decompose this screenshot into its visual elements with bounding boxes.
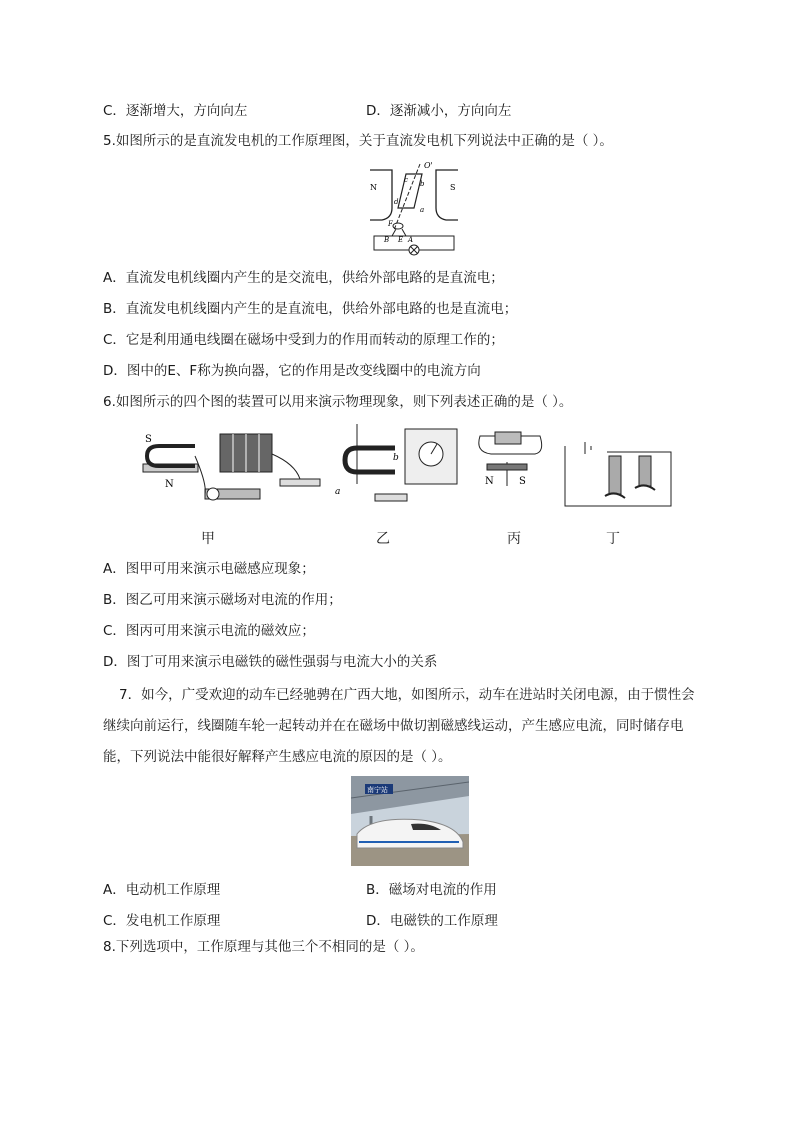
q6-option-b: B．图乙可用来演示磁场对电流的作用； (103, 592, 342, 608)
q5-option-a: A．直流发电机线圈内产生的是交流电，供给外部电路的是直流电； (103, 270, 504, 286)
q6-option-c: C．图丙可用来演示电流的磁效应； (103, 623, 315, 639)
figure-yi (335, 424, 457, 501)
label-n: N (370, 183, 377, 192)
caption-jia: 甲 (201, 531, 215, 547)
four-apparatus-figure (135, 424, 675, 516)
q8-stem: 8.下列选项中，工作原理与其他三个不相同的是（ ）。 (103, 939, 424, 955)
label-b: b (420, 180, 425, 188)
q6-option-a: A．图甲可用来演示电磁感应现象； (103, 561, 315, 577)
label-d: d (394, 198, 399, 206)
figure-ding (565, 442, 671, 506)
q7-option-b: B．磁场对电流的作用 (366, 882, 497, 898)
caption-ding: 丁 (606, 531, 620, 547)
label-a-brush: A (408, 236, 414, 244)
q5-stem: 5.如图所示的是直流发电机的工作原理图，关于直流发电机下列说法中正确的是（ ）。 (103, 133, 613, 149)
prev-option-d: D．逐渐减小，方向向左 (366, 103, 512, 119)
jia-label-n: N (165, 479, 174, 490)
jia-label-s: S (145, 434, 152, 445)
q6-stem: 6.如图所示的四个图的装置可以用来演示物理现象，则下列表述正确的是（ ）。 (103, 394, 573, 410)
label-e: E (398, 236, 404, 244)
label-f: F (388, 220, 393, 228)
label-c: c (404, 176, 408, 184)
caption-bing: 丙 (507, 531, 521, 547)
q7-option-c: C．发电机工作原理 (103, 913, 221, 929)
yi-label-a: a (335, 487, 341, 497)
label-a: a (420, 206, 425, 214)
label-b-brush: B (384, 236, 390, 244)
q6-option-d: D．图丁可用来演示电磁铁的磁性强弱与电流大小的关系 (103, 654, 438, 670)
q7-stem: 7．如今，广受欢迎的动车已经驰骋在广西大地，如图所示，动车在进站时关闭电源，由于惯性会继续向前运行，线圈随车轮一起转动并在在磁场中做切割磁感线运动，产生感应电流，同时储存电能，下列说法中能很好解释产生感应电流的原因的是（ ）。 (103, 687, 695, 765)
bing-label-n: N (485, 476, 494, 487)
station-sign: 南宁站 (367, 786, 388, 794)
label-s: S (450, 183, 456, 192)
figure-bing (479, 432, 542, 487)
bullet-train-photo (351, 776, 469, 866)
prev-option-c: C．逐渐增大，方向向左 (103, 103, 248, 119)
yi-label-b: b (393, 453, 399, 463)
q7-option-d: D．电磁铁的工作原理 (366, 913, 498, 929)
figure-jia (143, 434, 320, 500)
caption-yi: 乙 (376, 531, 390, 547)
q5-option-b: B．直流发电机线圈内产生的是直流电，供给外部电路的也是直流电； (103, 301, 518, 317)
bing-label-s: S (519, 476, 526, 487)
label-o-prime: O' (424, 161, 433, 170)
q7-option-a: A．电动机工作原理 (103, 882, 221, 898)
q5-option-d: D．图中的E、F称为换向器，它的作用是改变线圈中的电流方向 (103, 363, 481, 379)
q5-option-c: C．它是利用通电线圈在磁场中受到力的作用而转动的原理工作的； (103, 332, 504, 348)
dc-generator-diagram (362, 160, 466, 256)
